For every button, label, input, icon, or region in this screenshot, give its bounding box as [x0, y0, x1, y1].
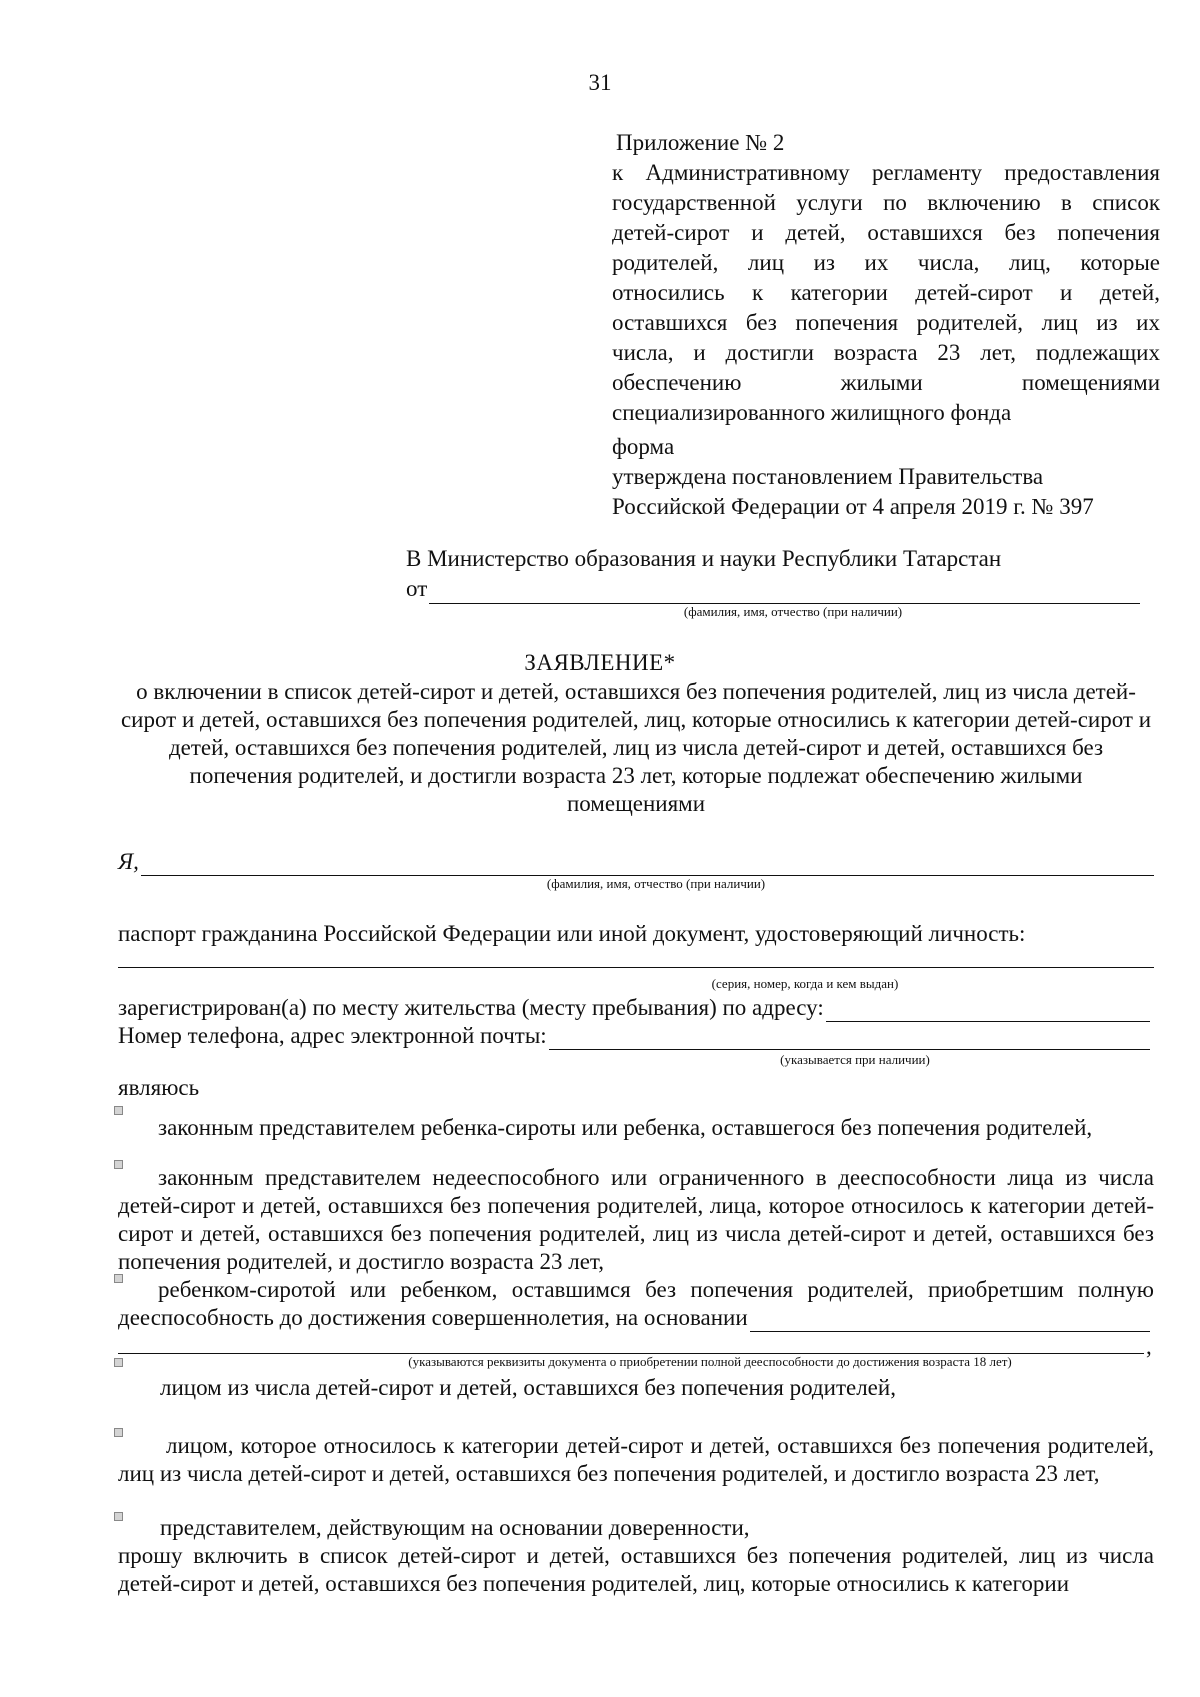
being-label: являюсь — [118, 1075, 200, 1100]
option-3-line2-row — [118, 1304, 1154, 1332]
request-text: прошу включить в список детей-сирот и детей, оставшихся без попечения родителей, лиц из числа детей-сирот и детей, оставшихся без попечения родителей, лиц, которые относились к категории — [118, 1543, 1154, 1596]
i-label: Я, — [118, 849, 139, 874]
appendix-line: обеспечению жилыми помещениями — [612, 370, 1160, 395]
from-label: от — [406, 576, 428, 601]
from-row — [406, 574, 1140, 604]
option-5-text: лицом, которое относилось к категории детей-сирот и детей, оставшихся без попечения родителей, лиц из числа детей-сирот и детей, оставшихся без попечения родителей, и достигло возраста 23 лет, — [118, 1433, 1154, 1486]
appendix-line: числа, и достигли возраста 23 лет, подлежащих — [612, 340, 1160, 365]
approved-line: Российской Федерации от 4 апреля 2019 г. № 397 — [612, 494, 1094, 519]
registered-row — [118, 994, 1154, 1022]
option-3-caption: (указываются реквизиты документа о приобретении полной дееспособности до достижения возраста 18 лет) — [408, 1354, 1012, 1369]
registered-address-field[interactable] — [826, 999, 1150, 1022]
applicant-name-block — [118, 848, 1154, 892]
addressee-block — [406, 544, 1140, 620]
option-3-block — [118, 1276, 1154, 1332]
option-4-text: лицом из числа детей-сирот и детей, оставшихся без попечения родителей, — [160, 1375, 896, 1400]
appendix-line: родителей, лиц из их числа, лиц, которые — [612, 250, 1160, 275]
appendix-line: оставшихся без попечения родителей, лиц из их — [612, 310, 1160, 335]
appendix-title: Приложение № 2 — [616, 130, 785, 155]
option-3-line2: дееспособность до достижения совершеннолетия, на основании — [118, 1305, 748, 1330]
addressee-to: В Министерство образования и науки Республики Татарстан — [406, 546, 1002, 571]
form-label: форма — [612, 434, 675, 459]
applicant-name-row — [118, 848, 1154, 876]
appendix-line: специализированного жилищного фонда — [612, 400, 1012, 425]
phone-email-field[interactable] — [549, 1027, 1150, 1050]
statement-subtitle: о включении в список детей-сирот и детей, оставшихся без попечения родителей, лиц из числа детей-сирот и детей, оставшихся без попечения родителей, лиц, которые относились к категории детей-сирот и детей, оставшихся без попечения родителей, лиц из числа детей-сирот и детей, оставшихся без попечения родителей, и достигли возраста 23 лет, которые подлежат обеспечению жилыми помещениями — [120, 679, 1152, 816]
from-name-field[interactable] — [429, 581, 1140, 604]
option-1-text: законным представителем ребенка-сироты или ребенка, оставшегося без попечения родителей, — [158, 1115, 1093, 1140]
capacity-basis-field[interactable] — [750, 1309, 1150, 1332]
appendix-block — [612, 128, 1160, 428]
option-2-text: законным представителем недееспособного или ограниченного в дееспособности лица из числа детей-сирот и детей, оставшихся без попечения родителей, лица, которое относилось к категории детей-сирот и детей, оставшихся без попечения родителей, лиц из числа детей-сирот и детей, оставшихся без попечения родителей, и достигло возраста 23 лет, — [118, 1165, 1154, 1274]
phone-row — [118, 1022, 1154, 1050]
passport-field[interactable] — [118, 966, 1154, 968]
page-number: 31 — [588, 70, 612, 95]
passport-label: паспорт гражданина Российской Федерации или иной документ, удостоверяющий личность: — [118, 921, 1026, 946]
appendix-line: относились к категории детей-сирот и детей, — [612, 280, 1160, 305]
appendix-line: к Административному регламенту предоставления — [612, 160, 1160, 185]
phone-caption: (указывается при наличии) — [780, 1052, 930, 1067]
registered-label: зарегистрирован(а) по месту жительства (месту пребывания) по адресу: — [118, 995, 824, 1020]
statement-title: ЗАЯВЛЕНИЕ* — [524, 650, 676, 675]
approved-line: утверждена постановлением Правительства — [612, 464, 1044, 489]
passport-caption: (серия, номер, когда и кем выдан) — [711, 976, 899, 991]
option-6-text: представителем, действующим на основании доверенности, — [160, 1515, 750, 1540]
form-approval-block — [612, 432, 1160, 522]
appendix-line: государственной услуги по включению в список — [612, 190, 1160, 215]
option-3-line1: ребенком-сиротой или ребенком, оставшимся без попечения родителей, приобретшим полную — [158, 1277, 1154, 1302]
phone-label: Номер телефона, адрес электронной почты: — [118, 1023, 547, 1048]
field-end-comma: , — [1146, 1334, 1152, 1359]
from-caption: (фамилия, имя, отчество (при наличии) — [683, 604, 903, 619]
applicant-name-caption: (фамилия, имя, отчество (при наличии) — [546, 876, 766, 891]
applicant-name-field[interactable] — [141, 853, 1154, 876]
appendix-line: детей-сирот и детей, оставшихся без попечения — [612, 220, 1160, 245]
checkbox-placeholder-caption — [114, 1358, 123, 1367]
